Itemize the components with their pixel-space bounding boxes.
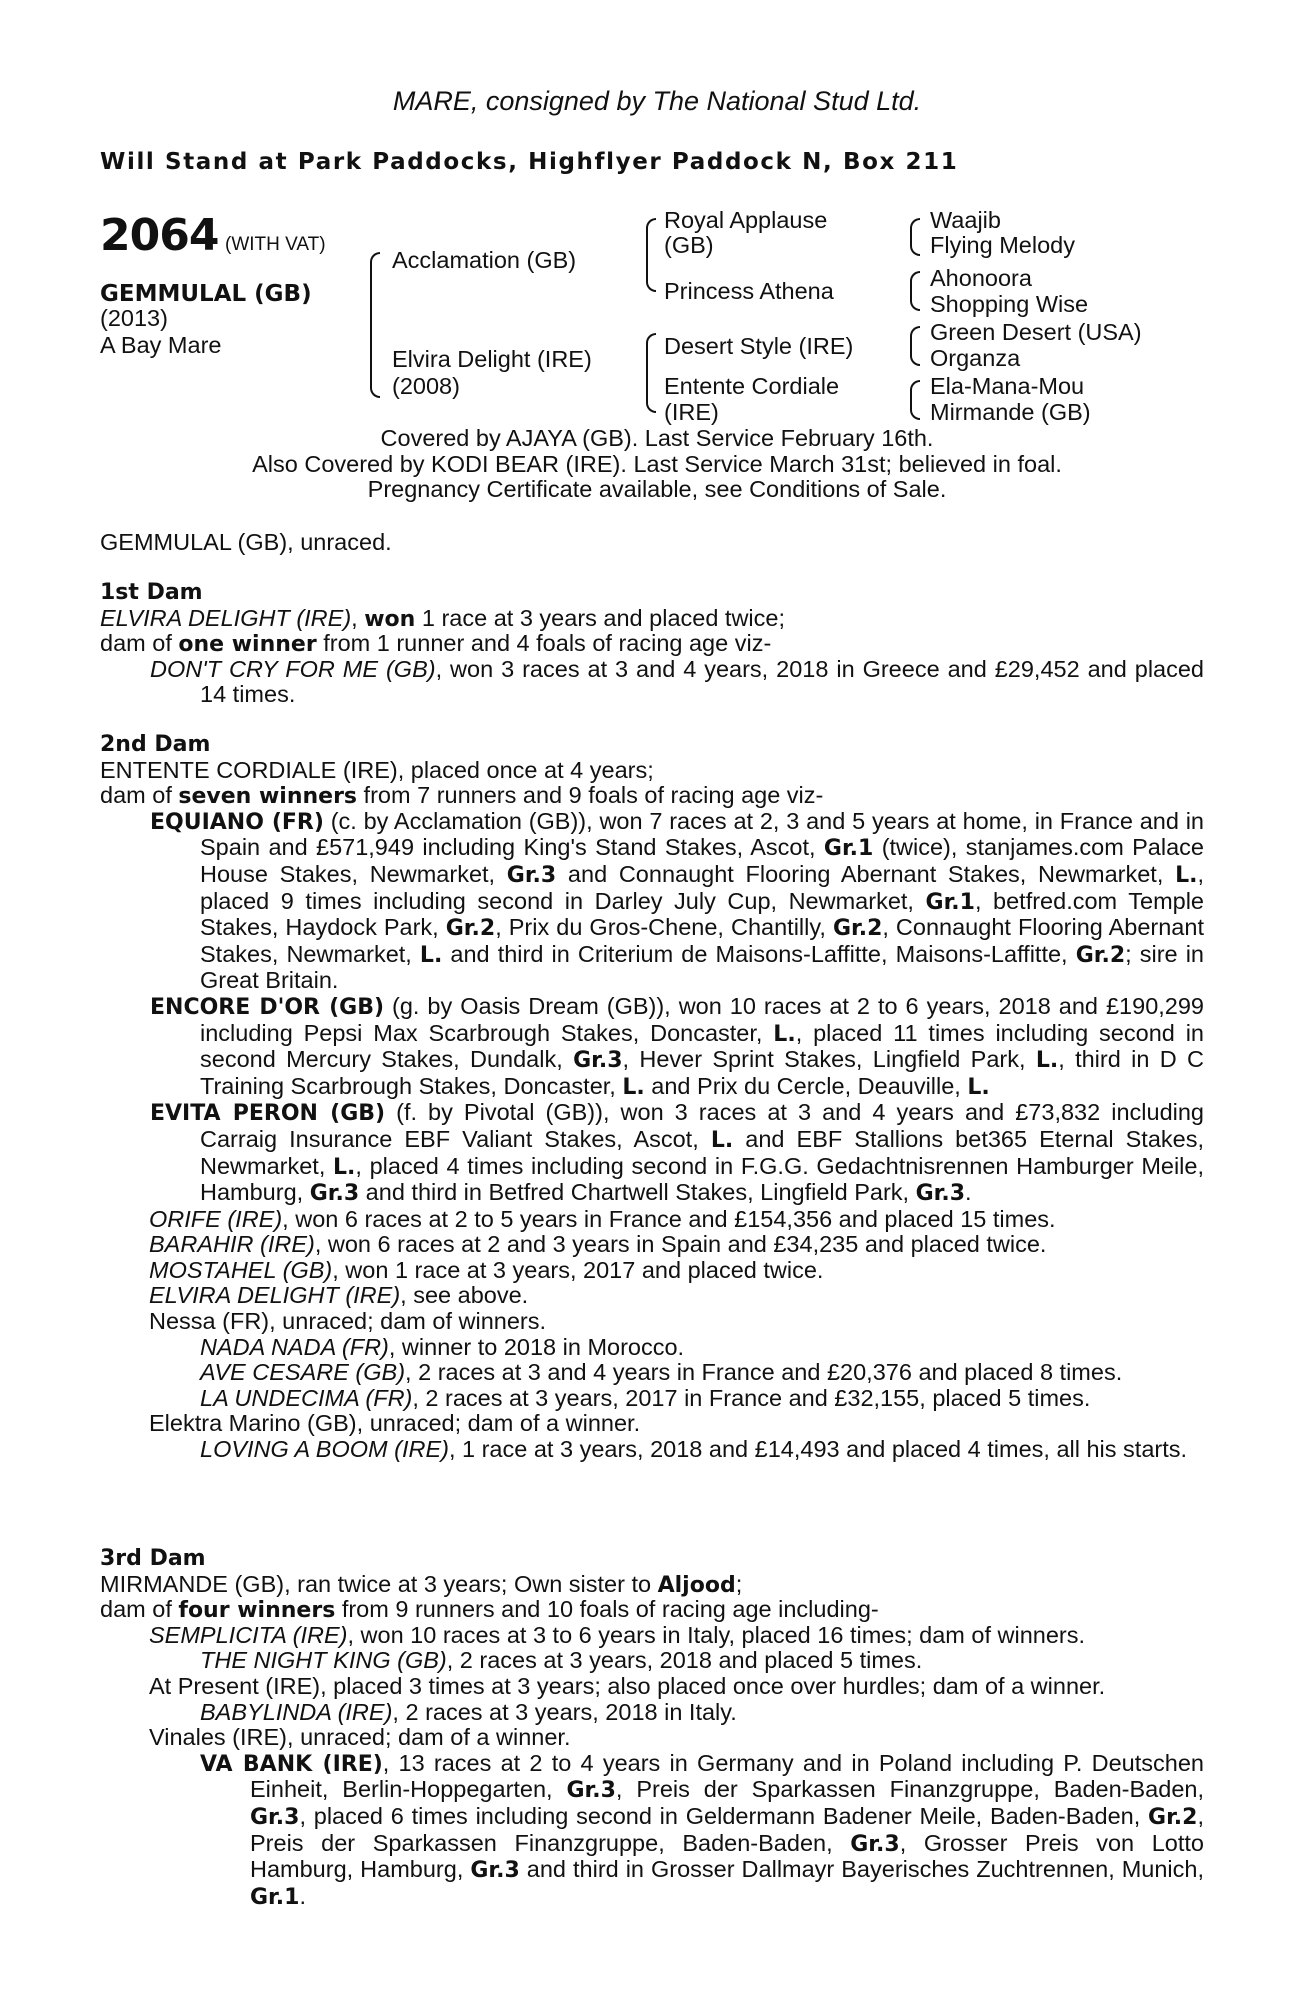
text: , Preis der Sparkassen Finanzgruppe, Baden-Baden, [250,1802,1204,1856]
offspring-orife [100,1207,1204,1233]
intro-line: GEMMULAL (GB), unraced. [100,529,392,555]
first-dam-section [100,580,1204,708]
text: (g. by Oasis Dream (GB)), won 10 races at 2 to 6 years, 2018 and £190,299 including Pepsi Max Scarbrough Stakes, Doncaster, [200,992,1204,1046]
text: and third in Criterium de Maisons-Laffitte, Maisons-Laffitte, [442,940,1076,967]
horse-name-italic: LA UNDECIMA (FR) [200,1384,413,1411]
horse-name-italic: ELVIRA DELIGHT (IRE) [100,604,352,631]
third-dam-section [100,1546,1204,1910]
second-dam-section [100,732,1204,1463]
horse-name: GEMMULAL (GB) [100,281,312,307]
text: , won 6 races at 2 and 3 years in Spain and £34,235 and placed twice. [314,1231,1047,1258]
pedigree-bracket-dd [910,380,922,420]
text: dam of [100,630,179,657]
bold-text: won [364,606,416,632]
pedigree-dsd: Organza [930,345,1021,371]
pedigree-dam: Elvira Delight (IRE) [392,346,592,372]
grand-offspring-la-undecima [100,1386,1204,1412]
text: . [965,1179,972,1206]
offspring-evita-peron [100,1100,1204,1206]
grade: Gr.1 [823,836,874,862]
grade: L. [1035,1048,1059,1074]
text: , 2 races at 3 years, 2017 in France and £32,155, placed 5 times. [412,1384,1091,1411]
grade: L. [1175,862,1198,888]
grade: L. [419,942,443,968]
pedigree-sire: Acclamation (GB) [392,247,577,273]
vat-note: (WITH VAT) [225,234,326,255]
pedigree-dam-dam: Entente Cordiale [664,373,840,399]
grade: Gr.3 [915,1181,966,1207]
offspring-vinales: Vinales (IRE), unraced; dam of a winner. [149,1724,571,1751]
pedigree-bracket-dam [646,333,658,413]
text: ; sire in Great Britain. [200,940,1204,994]
text: , Prix du Gros-Chene, Chantilly, [495,914,833,941]
text: , third in D C Training Scarbrough Stakes, Doncaster, [200,1046,1205,1099]
text: , see above. [400,1282,529,1309]
horse-name-italic: LOVING A BOOM (IRE) [200,1436,449,1463]
first-dam-heading: 1st Dam [100,580,203,605]
pedigree-dam-dam-2: (IRE) [664,399,719,425]
grade: Gr.3 [250,1804,300,1830]
horse-name-italic: MOSTAHEL (GB) [149,1256,333,1283]
text: , Hever Sprint Stakes, Lingfield Park, [622,1046,1036,1073]
lot-heading [100,212,326,260]
text: , 2 races at 3 years, 2018 in Italy. [392,1698,737,1725]
grade: Gr.2 [1075,942,1126,968]
first-dam-line-1 [100,606,1204,632]
grand-offspring-nada-nada [100,1335,1204,1361]
horse-year: (2013) [100,305,168,331]
text: (twice), stanjames.com Palace House Stakes, Newmarket, [200,834,1204,887]
text: and third in Betfred Chartwell Stakes, Lingfield Park, [359,1179,916,1206]
pedigree-ddd: Mirmande (GB) [930,399,1091,425]
text: ; [735,1570,743,1597]
grade: Gr.3 [573,1048,623,1074]
text: , 1 race at 3 years, 2018 and £14,493 and placed 4 times, all his starts. [448,1436,1188,1463]
grade: Gr.3 [566,1778,616,1804]
bold-text: four winners [178,1598,336,1624]
offspring-barahir [100,1232,1204,1258]
grade: Gr.3 [850,1831,900,1857]
text: , placed 9 times including second in Darley July Cup, Newmarket, [200,860,1204,914]
grand-offspring-babylinda [100,1700,1204,1726]
lot-number: 2064 [100,210,219,261]
text: , 2 races at 3 and 4 years in France and £20,376 and placed 8 times. [405,1359,1123,1386]
horse-name-bold: VA BANK (IRE) [200,1751,383,1777]
text: , 13 races at 2 to 4 years in Germany and in Poland including P. Deutschen Einheit, Berlin-Hoppegarten, [250,1749,1204,1803]
grade: L. [710,1127,734,1153]
text: , Preis der Sparkassen Finanzgruppe, Baden-Baden, [615,1776,1204,1803]
text: and Connaught Flooring Abernant Stakes, Newmarket, [556,860,1176,887]
text: , placed 6 times including second in Geldermann Badener Meile, Baden-Baden, [299,1802,1149,1829]
horse-name-bold: EQUIANO (FR) [150,809,324,835]
pedigree-sire-sire-2: (GB) [664,232,714,258]
horse-name-italic: DON'T CRY FOR ME (GB) [150,655,436,682]
grade: L. [333,1154,356,1180]
pedigree-bracket-main [370,252,382,398]
offspring-mostahel [100,1258,1204,1284]
bold-text: Aljood [657,1572,736,1598]
second-dam-heading: 2nd Dam [100,732,211,757]
grade: L. [773,1021,796,1047]
text: , won 3 races at 3 and 4 years, 2018 in Greece and £29,452 and placed 14 times. [200,655,1204,708]
grand-offspring-the-night-king [100,1648,1204,1674]
third-dam-heading: 3rd Dam [100,1546,206,1571]
horse-name-bold: ENCORE D'OR (GB) [150,994,385,1020]
horse-name-italic: THE NIGHT KING (GB) [200,1647,447,1674]
covered-note-3: Pregnancy Certificate available, see Conditions of Sale. [367,476,947,502]
horse-description: A Bay Mare [100,332,222,358]
third-dam-line-1 [100,1572,1204,1598]
separator: , [351,604,365,631]
offspring-equiano [100,809,1204,994]
covered-note-1: Covered by AJAYA (GB). Last Service February 16th. [380,425,934,451]
pedigree-sss: Waajib [930,207,1001,233]
text: , Connaught Flooring Abernant Stakes, Newmarket, [200,914,1204,967]
pedigree-sire-dam: Princess Athena [664,278,834,304]
text: and Prix du Cercle, Deauville, [644,1072,968,1099]
grade: Gr.2 [445,916,496,942]
pedigree-dam-year: (2008) [392,373,460,399]
grade: Gr.3 [309,1181,360,1207]
pedigree-sds: Ahonoora [930,265,1032,291]
text: , betfred.com Temple Stakes, Haydock Park, [200,887,1205,941]
horse-name-italic: ORIFE (IRE) [149,1205,283,1232]
offspring-elvira-delight [100,1283,1204,1309]
horse-name-italic: ELVIRA DELIGHT (IRE) [149,1282,401,1309]
text: . [299,1882,306,1909]
third-dam-line-2 [100,1597,1204,1623]
text: , won 1 race at 3 years, 2017 and placed twice. [332,1256,824,1283]
pedigree-dds: Ela-Mana-Mou [930,373,1085,399]
text: 1 race at 3 years and placed twice; [415,604,786,631]
pedigree-dam-sire: Desert Style (IRE) [664,333,854,359]
text: , placed 4 times including second in F.G.G. Gedachtnisrennen Hamburger Meile, Hamburg, [200,1152,1205,1206]
text: MIRMANDE (GB), ran twice at 3 years; Own sister to [100,1570,658,1597]
text: and third in Grosser Dallmayr Bayerisches Zuchtrennen, Munich, [519,1856,1205,1883]
grade: Gr.2 [1148,1804,1198,1830]
text: (f. by Pivotal (GB)), won 3 races at 3 and 4 years and £73,832 including Carraig Insurance EBF Valiant Stakes, Ascot, [200,1099,1205,1152]
text: and EBF Stallions bet365 Eternal Stakes, Newmarket, [200,1125,1205,1179]
second-dam-line-1: ENTENTE CORDIALE (IRE), placed once at 4 years; [100,756,654,783]
offspring-at-present: At Present (IRE), placed 3 times at 3 years; also placed once over hurdles; dam of a winner. [149,1672,1106,1699]
bold-text: seven winners [178,784,358,810]
consignment-line: MARE, consigned by The National Stud Ltd. [392,86,922,116]
offspring-dont-cry-for-me [100,657,1204,708]
first-dam-line-2 [100,631,1204,657]
grade: Gr.2 [832,916,883,942]
text: from 9 runners and 10 foals of racing age including- [335,1596,879,1623]
grade: Gr.3 [470,1858,520,1884]
bold-text: one winner [178,632,317,658]
pedigree-sdd: Shopping Wise [930,291,1089,317]
pedigree-sire-sire: Royal Applause [664,207,828,233]
pedigree-bracket-sire [646,218,658,292]
text: , 2 races at 3 years, 2018 and placed 5 times. [446,1647,923,1674]
pedigree-bracket-ss [910,218,922,256]
pedigree-ssd: Flying Melody [930,232,1075,258]
text: , winner to 2018 in Morocco. [388,1333,685,1360]
text: , placed 11 times including second in second Mercury Stakes, Dundalk, [200,1019,1204,1073]
pedigree-bracket-sd [910,271,922,311]
covered-note-2: Also Covered by KODI BEAR (IRE). Last Service March 31st; believed in foal. [252,451,1062,477]
text: dam of [100,1596,179,1623]
text: , won 6 races at 2 to 5 years in France and £154,356 and placed 15 times. [282,1205,1056,1232]
offspring-nessa: Nessa (FR), unraced; dam of winners. [149,1308,547,1335]
horse-name-italic: BARAHIR (IRE) [149,1231,315,1258]
text: from 1 runner and 4 foals of racing age viz- [316,630,772,657]
second-dam-line-2 [100,783,1204,809]
text: , won 10 races at 3 to 6 years in Italy, placed 16 times; dam of winners. [347,1621,1086,1648]
offspring-semplicita [100,1623,1204,1649]
grade: Gr.1 [925,889,975,915]
grand-offspring-ave-cesare [100,1360,1204,1386]
grade: Gr.3 [506,862,557,888]
horse-name-bold: EVITA PERON (GB) [150,1101,386,1127]
horse-name-italic: AVE CESARE (GB) [200,1359,406,1386]
horse-name-italic: NADA NADA (FR) [200,1333,389,1360]
offspring-elektra-marino: Elektra Marino (GB), unraced; dam of a winner. [149,1410,641,1437]
grand-offspring-va-bank [100,1751,1204,1911]
text: dam of [100,782,179,809]
text: from 7 runners and 9 foals of racing age viz- [357,782,824,809]
text: , Grosser Preis von Lotto Hamburg, Hamburg, [250,1829,1204,1883]
horse-name-italic: SEMPLICITA (IRE) [149,1621,348,1648]
text: (c. by Acclamation (GB)), won 7 races at 2, 3 and 5 years at home, in France and in Spain and £571,949 including King's Stand Stakes, Ascot, [200,807,1204,861]
horse-name-italic: BABYLINDA (IRE) [200,1698,393,1725]
pedigree-bracket-ds [910,326,922,366]
grade: L. [622,1074,645,1100]
location-line: Will Stand at Park Paddocks, Highflyer Paddock N, Box 211 [100,149,959,175]
pedigree-dss: Green Desert (USA) [930,319,1142,345]
grade: Gr.1 [250,1884,300,1910]
offspring-encore-dor [100,994,1204,1100]
grade: L. [967,1074,990,1100]
grand-offspring-loving-a-boom [100,1437,1204,1463]
